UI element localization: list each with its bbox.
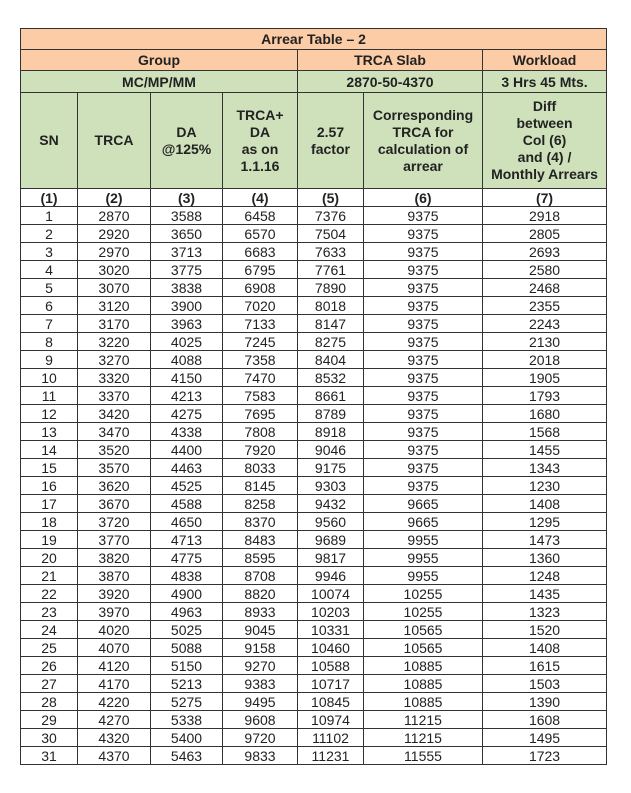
column-number: (3): [151, 189, 223, 207]
table-cell: 3900: [151, 297, 223, 315]
column-header-line: calculation of: [377, 140, 469, 157]
table-cell: 9383: [223, 675, 298, 693]
table-cell: 8708: [223, 567, 298, 585]
table-cell: 8275: [298, 333, 364, 351]
table-cell: 9689: [298, 531, 364, 549]
table-row: [21, 423, 607, 441]
table-row: [21, 603, 607, 621]
table-cell: 9303: [298, 477, 364, 495]
table-cell: 4275: [151, 405, 223, 423]
table-cell: 4025: [151, 333, 223, 351]
table-row: [21, 513, 607, 531]
table-cell: 9817: [298, 549, 364, 567]
table-cell: 3963: [151, 315, 223, 333]
table-row: [21, 441, 607, 459]
column-header-line: TRCA for: [392, 123, 454, 140]
table-cell: 10565: [364, 639, 483, 657]
table-row: [21, 711, 607, 729]
table-cell: 2355: [483, 297, 607, 315]
table-cell: 10565: [364, 621, 483, 639]
table-cell: 3650: [151, 225, 223, 243]
table-cell: 3713: [151, 243, 223, 261]
table-cell: 3588: [151, 207, 223, 225]
table-cell: 9955: [364, 549, 483, 567]
table-cell: 9270: [223, 657, 298, 675]
table-cell: 3620: [78, 477, 151, 495]
column-header: [483, 93, 607, 189]
table-cell: 8: [21, 333, 78, 351]
column-header: [21, 93, 78, 189]
table-cell: 9608: [223, 711, 298, 729]
trca-slab-label: TRCA Slab: [298, 50, 483, 71]
column-number: (6): [364, 189, 483, 207]
table-cell: 9375: [364, 423, 483, 441]
column-header-line: Corresponding: [372, 106, 474, 123]
column-number: (7): [483, 189, 607, 207]
group-label: Group: [21, 50, 298, 71]
table-cell: 10885: [364, 675, 483, 693]
table-cell: 9665: [364, 495, 483, 513]
table-cell: 1408: [483, 639, 607, 657]
table-cell: 9375: [364, 261, 483, 279]
table-cell: 7583: [223, 387, 298, 405]
column-header-line: Monthly Arrears: [491, 166, 598, 182]
table-cell: 8595: [223, 549, 298, 567]
table-cell: 8033: [223, 459, 298, 477]
table-row: [21, 747, 607, 765]
table-cell: 7695: [223, 405, 298, 423]
column-number: (5): [298, 189, 364, 207]
table-cell: 2918: [483, 207, 607, 225]
column-header: [151, 93, 223, 189]
table-cell: 1568: [483, 423, 607, 441]
table-cell: 23: [21, 603, 78, 621]
column-number: (2): [78, 189, 151, 207]
table-cell: 8789: [298, 405, 364, 423]
table-cell: 1455: [483, 441, 607, 459]
table-cell: 1230: [483, 477, 607, 495]
column-number: (4): [223, 189, 298, 207]
column-header-line: @125%: [161, 140, 212, 157]
table-row: [21, 639, 607, 657]
table-cell: 7504: [298, 225, 364, 243]
table-cell: 3775: [151, 261, 223, 279]
column-header-line: and (4) /: [517, 149, 572, 165]
table-cell: 11231: [298, 747, 364, 765]
table-cell: 2970: [78, 243, 151, 261]
table-cell: 3670: [78, 495, 151, 513]
table-cell: 10203: [298, 603, 364, 621]
table-row: [21, 351, 607, 369]
table-row: [21, 225, 607, 243]
table-cell: 3370: [78, 387, 151, 405]
column-header: [364, 93, 483, 189]
table-cell: 4170: [78, 675, 151, 693]
table-cell: 1473: [483, 531, 607, 549]
table-cell: 9375: [364, 333, 483, 351]
table-cell: 9495: [223, 693, 298, 711]
table-cell: 10460: [298, 639, 364, 657]
table-cell: 2018: [483, 351, 607, 369]
table-cell: 24: [21, 621, 78, 639]
table-row: [21, 243, 607, 261]
table-row: [21, 585, 607, 603]
table-cell: 9955: [364, 531, 483, 549]
table-cell: 10588: [298, 657, 364, 675]
table-cell: 1615: [483, 657, 607, 675]
table-cell: 19: [21, 531, 78, 549]
table-cell: 9158: [223, 639, 298, 657]
group-value: MC/MP/MM: [21, 71, 298, 93]
table-cell: 29: [21, 711, 78, 729]
table-cell: 9045: [223, 621, 298, 639]
table-cell: 10331: [298, 621, 364, 639]
table-cell: 1495: [483, 729, 607, 747]
table-cell: 1360: [483, 549, 607, 567]
table-row: [21, 279, 607, 297]
table-cell: 9955: [364, 567, 483, 585]
table-row: [21, 567, 607, 585]
table-cell: 7890: [298, 279, 364, 297]
table-cell: 16: [21, 477, 78, 495]
table-cell: 4120: [78, 657, 151, 675]
table-cell: 1248: [483, 567, 607, 585]
table-cell: 5275: [151, 693, 223, 711]
table-cell: 4588: [151, 495, 223, 513]
column-header-line: DA: [176, 123, 197, 140]
table-cell: 18: [21, 513, 78, 531]
table-cell: 7020: [223, 297, 298, 315]
table-cell: 8483: [223, 531, 298, 549]
column-header-line: DA: [249, 123, 271, 140]
table-cell: 10074: [298, 585, 364, 603]
table-cell: 4838: [151, 567, 223, 585]
table-cell: 9046: [298, 441, 364, 459]
table-cell: 4370: [78, 747, 151, 765]
table-cell: 6: [21, 297, 78, 315]
table-cell: 3720: [78, 513, 151, 531]
table-cell: 7: [21, 315, 78, 333]
column-header-line: TRCA: [94, 132, 134, 148]
table-cell: 7133: [223, 315, 298, 333]
column-number: (1): [21, 189, 78, 207]
table-cell: 21: [21, 567, 78, 585]
table-cell: 26: [21, 657, 78, 675]
table-cell: 4900: [151, 585, 223, 603]
table-cell: 1: [21, 207, 78, 225]
table-cell: 2693: [483, 243, 607, 261]
table-cell: 9432: [298, 495, 364, 513]
table-cell: 10255: [364, 585, 483, 603]
column-header: [223, 93, 298, 189]
table-cell: 4400: [151, 441, 223, 459]
table-cell: 3: [21, 243, 78, 261]
table-cell: 1503: [483, 675, 607, 693]
workload-value: 3 Hrs 45 Mts.: [483, 71, 607, 93]
table-cell: 11215: [364, 711, 483, 729]
table-cell: 27: [21, 675, 78, 693]
table-cell: 9560: [298, 513, 364, 531]
table-row: [21, 693, 607, 711]
table-cell: 9375: [364, 405, 483, 423]
table-cell: 10845: [298, 693, 364, 711]
table-cell: 7358: [223, 351, 298, 369]
table-cell: 11: [21, 387, 78, 405]
table-cell: 30: [21, 729, 78, 747]
table-row: [21, 369, 607, 387]
table-cell: 1793: [483, 387, 607, 405]
table-cell: 1390: [483, 693, 607, 711]
column-header-line: Diff: [532, 98, 557, 114]
table-row: [21, 477, 607, 495]
table-cell: 4: [21, 261, 78, 279]
table-cell: 3120: [78, 297, 151, 315]
table-cell: 22: [21, 585, 78, 603]
column-header-line: 2.57: [316, 123, 345, 140]
table-cell: 5400: [151, 729, 223, 747]
table-cell: 5213: [151, 675, 223, 693]
table-row: [21, 207, 607, 225]
column-header-line: arrear: [403, 157, 443, 174]
table-cell: 9375: [364, 387, 483, 405]
column-header-line: 1.1.16: [240, 157, 280, 174]
table-cell: 9375: [364, 459, 483, 477]
table-cell: 2: [21, 225, 78, 243]
table-row: [21, 621, 607, 639]
table-cell: 4320: [78, 729, 151, 747]
table-cell: 5338: [151, 711, 223, 729]
table-cell: 2243: [483, 315, 607, 333]
table-title: Arrear Table – 2: [21, 29, 607, 50]
table-cell: 8918: [298, 423, 364, 441]
trca-slab-value: 2870-50-4370: [298, 71, 483, 93]
table-row: [21, 387, 607, 405]
table-cell: 9375: [364, 207, 483, 225]
table-cell: 9375: [364, 441, 483, 459]
table-cell: 11555: [364, 747, 483, 765]
table-cell: 11215: [364, 729, 483, 747]
table-cell: 7633: [298, 243, 364, 261]
table-cell: 1408: [483, 495, 607, 513]
table-cell: 1435: [483, 585, 607, 603]
table-cell: 4088: [151, 351, 223, 369]
table-cell: 5088: [151, 639, 223, 657]
table-cell: 4020: [78, 621, 151, 639]
table-cell: 3570: [78, 459, 151, 477]
table-cell: 9375: [364, 279, 483, 297]
table-cell: 8258: [223, 495, 298, 513]
table-row: [21, 459, 607, 477]
column-header-line: TRCA+: [236, 106, 284, 123]
column-header: [78, 93, 151, 189]
table-cell: 1343: [483, 459, 607, 477]
table-cell: 2580: [483, 261, 607, 279]
table-cell: 6908: [223, 279, 298, 297]
table-cell: 10255: [364, 603, 483, 621]
table-cell: 1295: [483, 513, 607, 531]
table-cell: 2130: [483, 333, 607, 351]
table-cell: 3420: [78, 405, 151, 423]
table-cell: 4270: [78, 711, 151, 729]
column-header-line: SN: [39, 132, 59, 148]
table-cell: 5150: [151, 657, 223, 675]
table-cell: 10: [21, 369, 78, 387]
table-cell: 2805: [483, 225, 607, 243]
table-cell: 10885: [364, 693, 483, 711]
table-cell: 8147: [298, 315, 364, 333]
table-cell: 6683: [223, 243, 298, 261]
table-cell: 15: [21, 459, 78, 477]
table-cell: 9833: [223, 747, 298, 765]
table-cell: 28: [21, 693, 78, 711]
table-cell: 4338: [151, 423, 223, 441]
table-cell: 3270: [78, 351, 151, 369]
workload-label: Workload: [483, 50, 607, 71]
table-cell: 3770: [78, 531, 151, 549]
table-cell: 4220: [78, 693, 151, 711]
table-cell: 4463: [151, 459, 223, 477]
table-cell: 3470: [78, 423, 151, 441]
arrear-table: [20, 28, 607, 765]
table-cell: 5463: [151, 747, 223, 765]
table-cell: 3520: [78, 441, 151, 459]
table-cell: 8404: [298, 351, 364, 369]
column-header-line: between: [516, 115, 573, 131]
table-cell: 4213: [151, 387, 223, 405]
table-cell: 3920: [78, 585, 151, 603]
table-row: [21, 675, 607, 693]
table-cell: 5: [21, 279, 78, 297]
table-cell: 13: [21, 423, 78, 441]
table-cell: 3220: [78, 333, 151, 351]
table-cell: 1723: [483, 747, 607, 765]
column-header-line: as on: [241, 140, 279, 157]
table-cell: 9375: [364, 297, 483, 315]
table-cell: 9175: [298, 459, 364, 477]
table-cell: 3820: [78, 549, 151, 567]
table-cell: 14: [21, 441, 78, 459]
table-cell: 6570: [223, 225, 298, 243]
table-row: [21, 531, 607, 549]
table-cell: 8820: [223, 585, 298, 603]
table-cell: 7761: [298, 261, 364, 279]
table-cell: 11102: [298, 729, 364, 747]
table-cell: 3170: [78, 315, 151, 333]
table-cell: 4525: [151, 477, 223, 495]
table-cell: 1520: [483, 621, 607, 639]
table-row: [21, 729, 607, 747]
table-cell: 1323: [483, 603, 607, 621]
table-cell: 10717: [298, 675, 364, 693]
table-cell: 2870: [78, 207, 151, 225]
table-cell: 7920: [223, 441, 298, 459]
table-cell: 9375: [364, 477, 483, 495]
table-row: [21, 405, 607, 423]
table-row: [21, 315, 607, 333]
table-cell: 8145: [223, 477, 298, 495]
table-cell: 25: [21, 639, 78, 657]
table-cell: 7808: [223, 423, 298, 441]
table-cell: 9375: [364, 225, 483, 243]
table-cell: 9720: [223, 729, 298, 747]
table-cell: 3970: [78, 603, 151, 621]
table-cell: 4070: [78, 639, 151, 657]
table-cell: 10885: [364, 657, 483, 675]
table-cell: 9375: [364, 369, 483, 387]
table-cell: 4650: [151, 513, 223, 531]
table-cell: 31: [21, 747, 78, 765]
table-cell: 9946: [298, 567, 364, 585]
column-header-line: factor: [311, 140, 350, 157]
table-cell: 1608: [483, 711, 607, 729]
table-cell: 7470: [223, 369, 298, 387]
table-row: [21, 495, 607, 513]
column-header-line: Col (6): [522, 132, 567, 148]
table-cell: 6458: [223, 207, 298, 225]
table-cell: 8532: [298, 369, 364, 387]
table-cell: 9665: [364, 513, 483, 531]
table-cell: 8018: [298, 297, 364, 315]
table-cell: 4150: [151, 369, 223, 387]
table-cell: 2468: [483, 279, 607, 297]
table-cell: 1905: [483, 369, 607, 387]
table-cell: 5025: [151, 621, 223, 639]
table-row: [21, 657, 607, 675]
table-cell: 12: [21, 405, 78, 423]
table-cell: 8933: [223, 603, 298, 621]
table-row: [21, 549, 607, 567]
table-cell: 9375: [364, 243, 483, 261]
table-row: [21, 333, 607, 351]
table-cell: 9375: [364, 315, 483, 333]
table-cell: 4963: [151, 603, 223, 621]
table-cell: 7376: [298, 207, 364, 225]
table-cell: 7245: [223, 333, 298, 351]
table-cell: 6795: [223, 261, 298, 279]
table-cell: 8370: [223, 513, 298, 531]
table-cell: 9: [21, 351, 78, 369]
table-cell: 3070: [78, 279, 151, 297]
table-cell: 3870: [78, 567, 151, 585]
table-cell: 10974: [298, 711, 364, 729]
column-header: [298, 93, 364, 189]
table-cell: 4713: [151, 531, 223, 549]
table-cell: 17: [21, 495, 78, 513]
table-row: [21, 297, 607, 315]
table-cell: 1680: [483, 405, 607, 423]
table-cell: 20: [21, 549, 78, 567]
table-cell: 2920: [78, 225, 151, 243]
table-cell: 9375: [364, 351, 483, 369]
table-cell: 4775: [151, 549, 223, 567]
table-row: [21, 261, 607, 279]
table-cell: 8661: [298, 387, 364, 405]
table-cell: 3838: [151, 279, 223, 297]
table-cell: 3320: [78, 369, 151, 387]
table-cell: 3020: [78, 261, 151, 279]
